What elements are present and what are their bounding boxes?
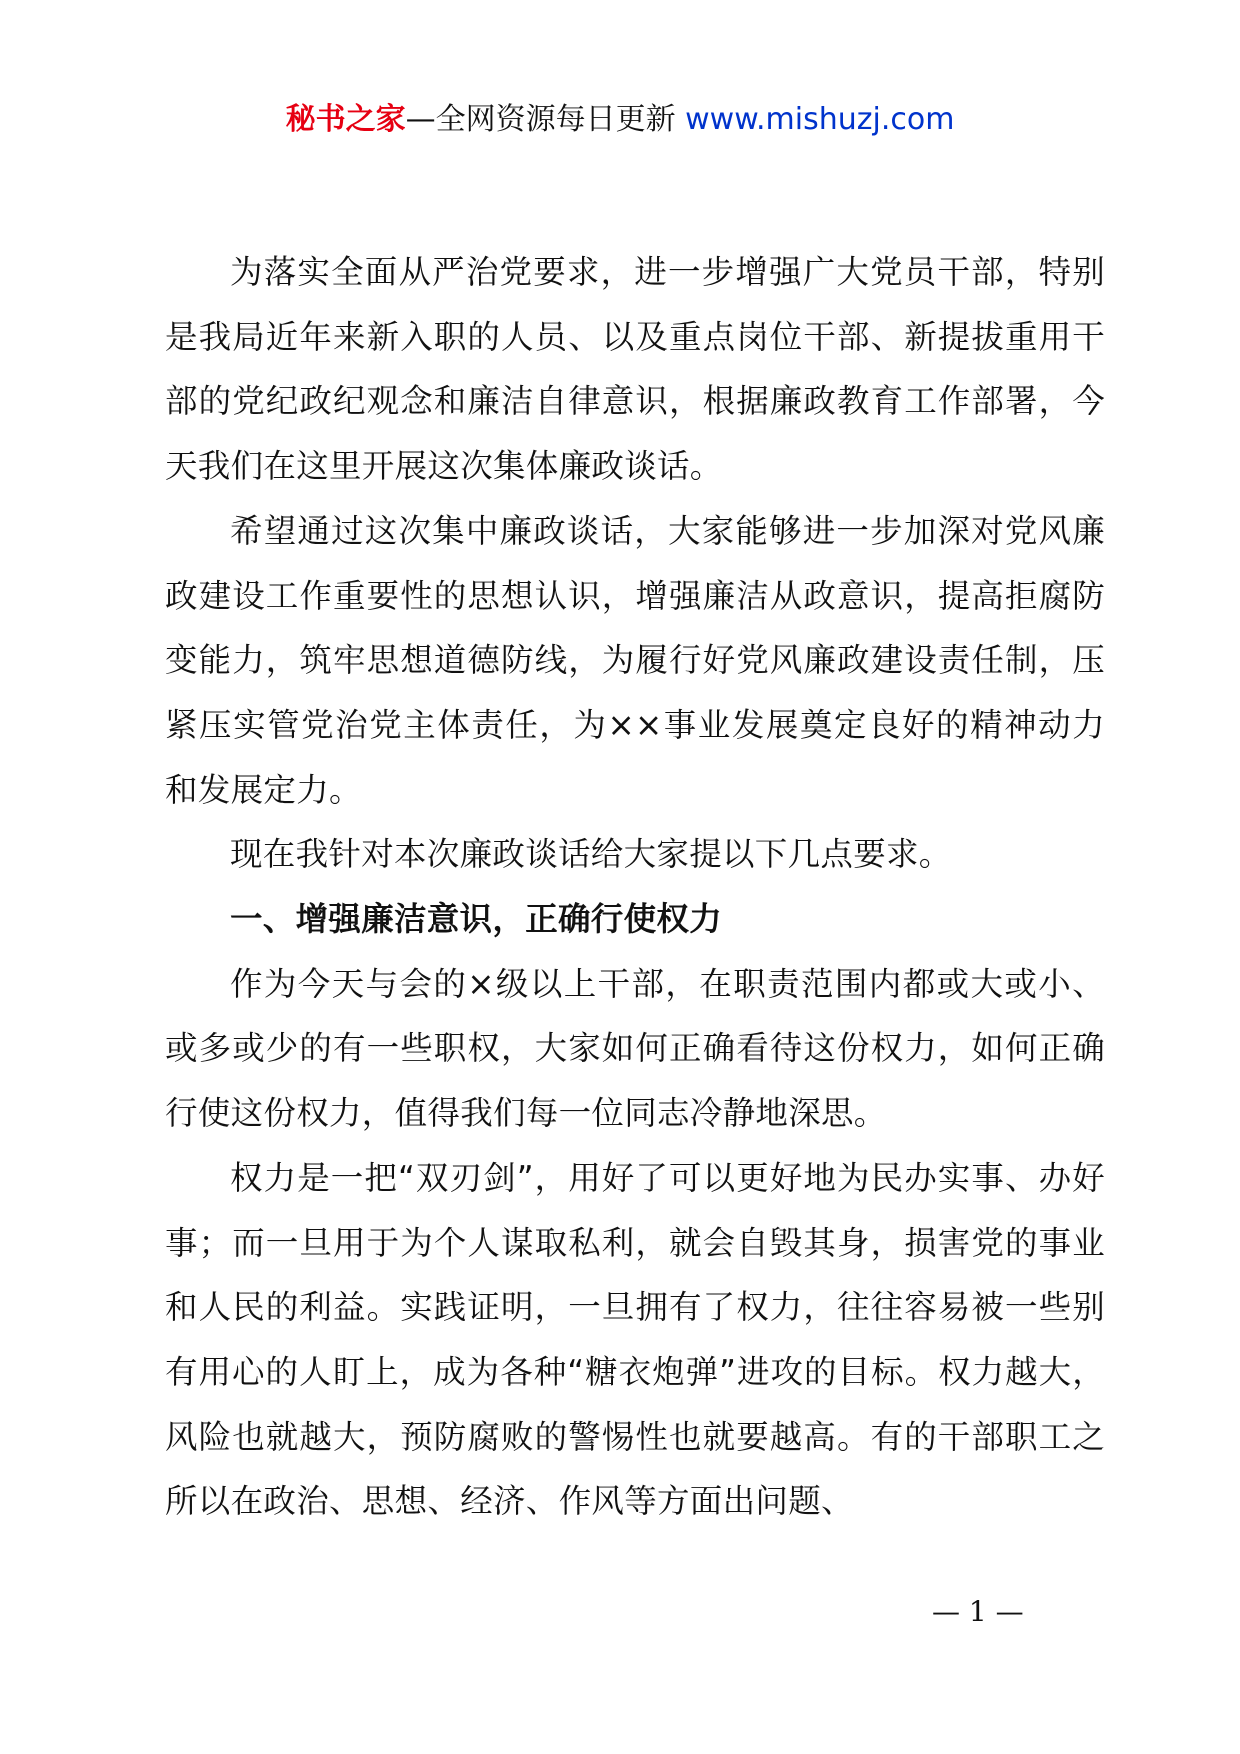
paragraph-hope: 希望通过这次集中廉政谈话，大家能够进一步加深对党风廉政建设工作重要性的思想认识，增强廉洁从政意识，提高拒腐防变能力，筑牢思想道德防线，为履行好党风廉政建设责任制，压紧压实管党治党主体责任，为××事业发展奠定良好的精神动力和发展定力。 [165,511,1105,809]
page-header [0,98,1240,142]
paragraph-double-edged-sword: 权力是一把“双刃剑”，用好了可以更好地为民办实事、办好事；而一旦用于为个人谋取私利，就会自毁其身，损害党的事业和人民的利益。实践证明，一旦拥有了权力，往往容易被一些别有用心的人盯上，成为各种“糖衣炮弹”进攻的目标。权力越大，风险也就越大，预防腐败的警惕性也就要越高。有的干部职工之所以在政治、思想、经济、作风等方面出问题、 [165,1158,1105,1521]
brand-name: 秘书之家 [285,102,406,137]
page-number: — 1 — [932,1595,1024,1628]
document-body [165,240,1105,1534]
section-heading: 一、增强廉洁意识，正确行使权力 [230,900,723,939]
paragraph-authority: 作为今天与会的×级以上干部，在职责范围内都或大或小、或多或少的有一些职权，大家如何正确看待这份权力，如何正确行使这份权力，值得我们每一位同志冷静地深思。 [165,964,1105,1133]
paragraph-requirements: 现在我针对本次廉政谈话给大家提以下几点要求。 [230,835,952,874]
website-link[interactable]: www.mishuzj.com [685,102,955,137]
paragraph-intro: 为落实全面从严治党要求，进一步增强广大党员干部，特别是我局近年来新入职的人员、以及重点岗位干部、新提拔重用干部的党纪政纪观念和廉洁自律意识，根据廉政教育工作部署，今天我们在这里开展这次集体廉政谈话。 [165,253,1105,486]
header-tagline: —全网资源每日更新 [405,102,686,137]
